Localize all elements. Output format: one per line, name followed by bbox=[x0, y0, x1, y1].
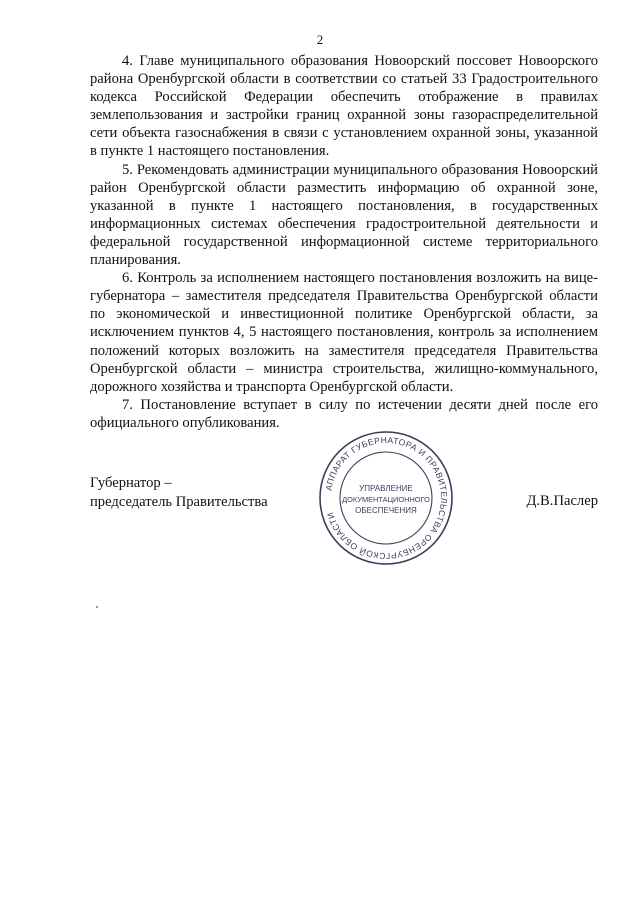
paragraph-4: 4. Главе муниципального образования Новоорский поссовет Новоорского района Оренбургской области в соответствии со статьей 33 Градостроительного кодекса Российской Федерации обеспечить отображение в правилах землепользования и застройки границ охранной зоны газораспределительной сети объекта газоснабжения в связи с установлением охранной зоны, указанной в пункте 1 настоящего постановления. bbox=[90, 53, 598, 160]
stamp-ring-text: АППАРАТ ГУБЕРНАТОРА И ПРАВИТЕЛЬСТВА ОРЕНБУРГСКОЙ ОБЛАСТИ bbox=[323, 434, 450, 562]
document-body bbox=[90, 52, 598, 432]
paragraph-7: 7. Постановление вступает в силу по истечении десяти дней после его официального опубликования. bbox=[90, 396, 598, 431]
official-stamp bbox=[316, 428, 456, 568]
stamp-center-line-1: УПРАВЛЕНИЕ bbox=[359, 484, 413, 493]
paragraph-5: 5. Рекомендовать администрации муниципального образования Новоорский район Оренбургской области разместить информацию об охранной зоне, указанной в пункте 1 настоящего постановления, в государственных информационных системах обеспечения градостроительной деятельности и федеральной государственной информационной системе территориального планирования. bbox=[90, 161, 598, 269]
scan-speck bbox=[96, 606, 98, 608]
paragraph-6: 6. Контроль за исполнением настоящего постановления возложить на вице-губернатора – заместителя председателя Правительства Оренбургской области по экономической и инвестиционной политике Оренбургской области, за исключением пунктов 4, 5 настоящего постановления, контроль за исполнением положений которых возложить на заместителя председателя Правительства Оренбургской области – министра строительства, жилищно-коммунального, дорожного хозяйства и транспорта Оренбургской области. bbox=[90, 270, 598, 395]
position-line-1: Губернатор – bbox=[90, 475, 172, 491]
signatory-position bbox=[90, 474, 268, 511]
stamp-center-line-2: ДОКУМЕНТАЦИОННОГО bbox=[342, 495, 430, 504]
signatory-name: Д.В.Паслер bbox=[526, 493, 598, 509]
position-line-2: председатель Правительства bbox=[90, 493, 268, 510]
page-number: 2 bbox=[316, 32, 324, 47]
stamp-center-line-3: ОБЕСПЕЧЕНИЯ bbox=[355, 506, 417, 515]
